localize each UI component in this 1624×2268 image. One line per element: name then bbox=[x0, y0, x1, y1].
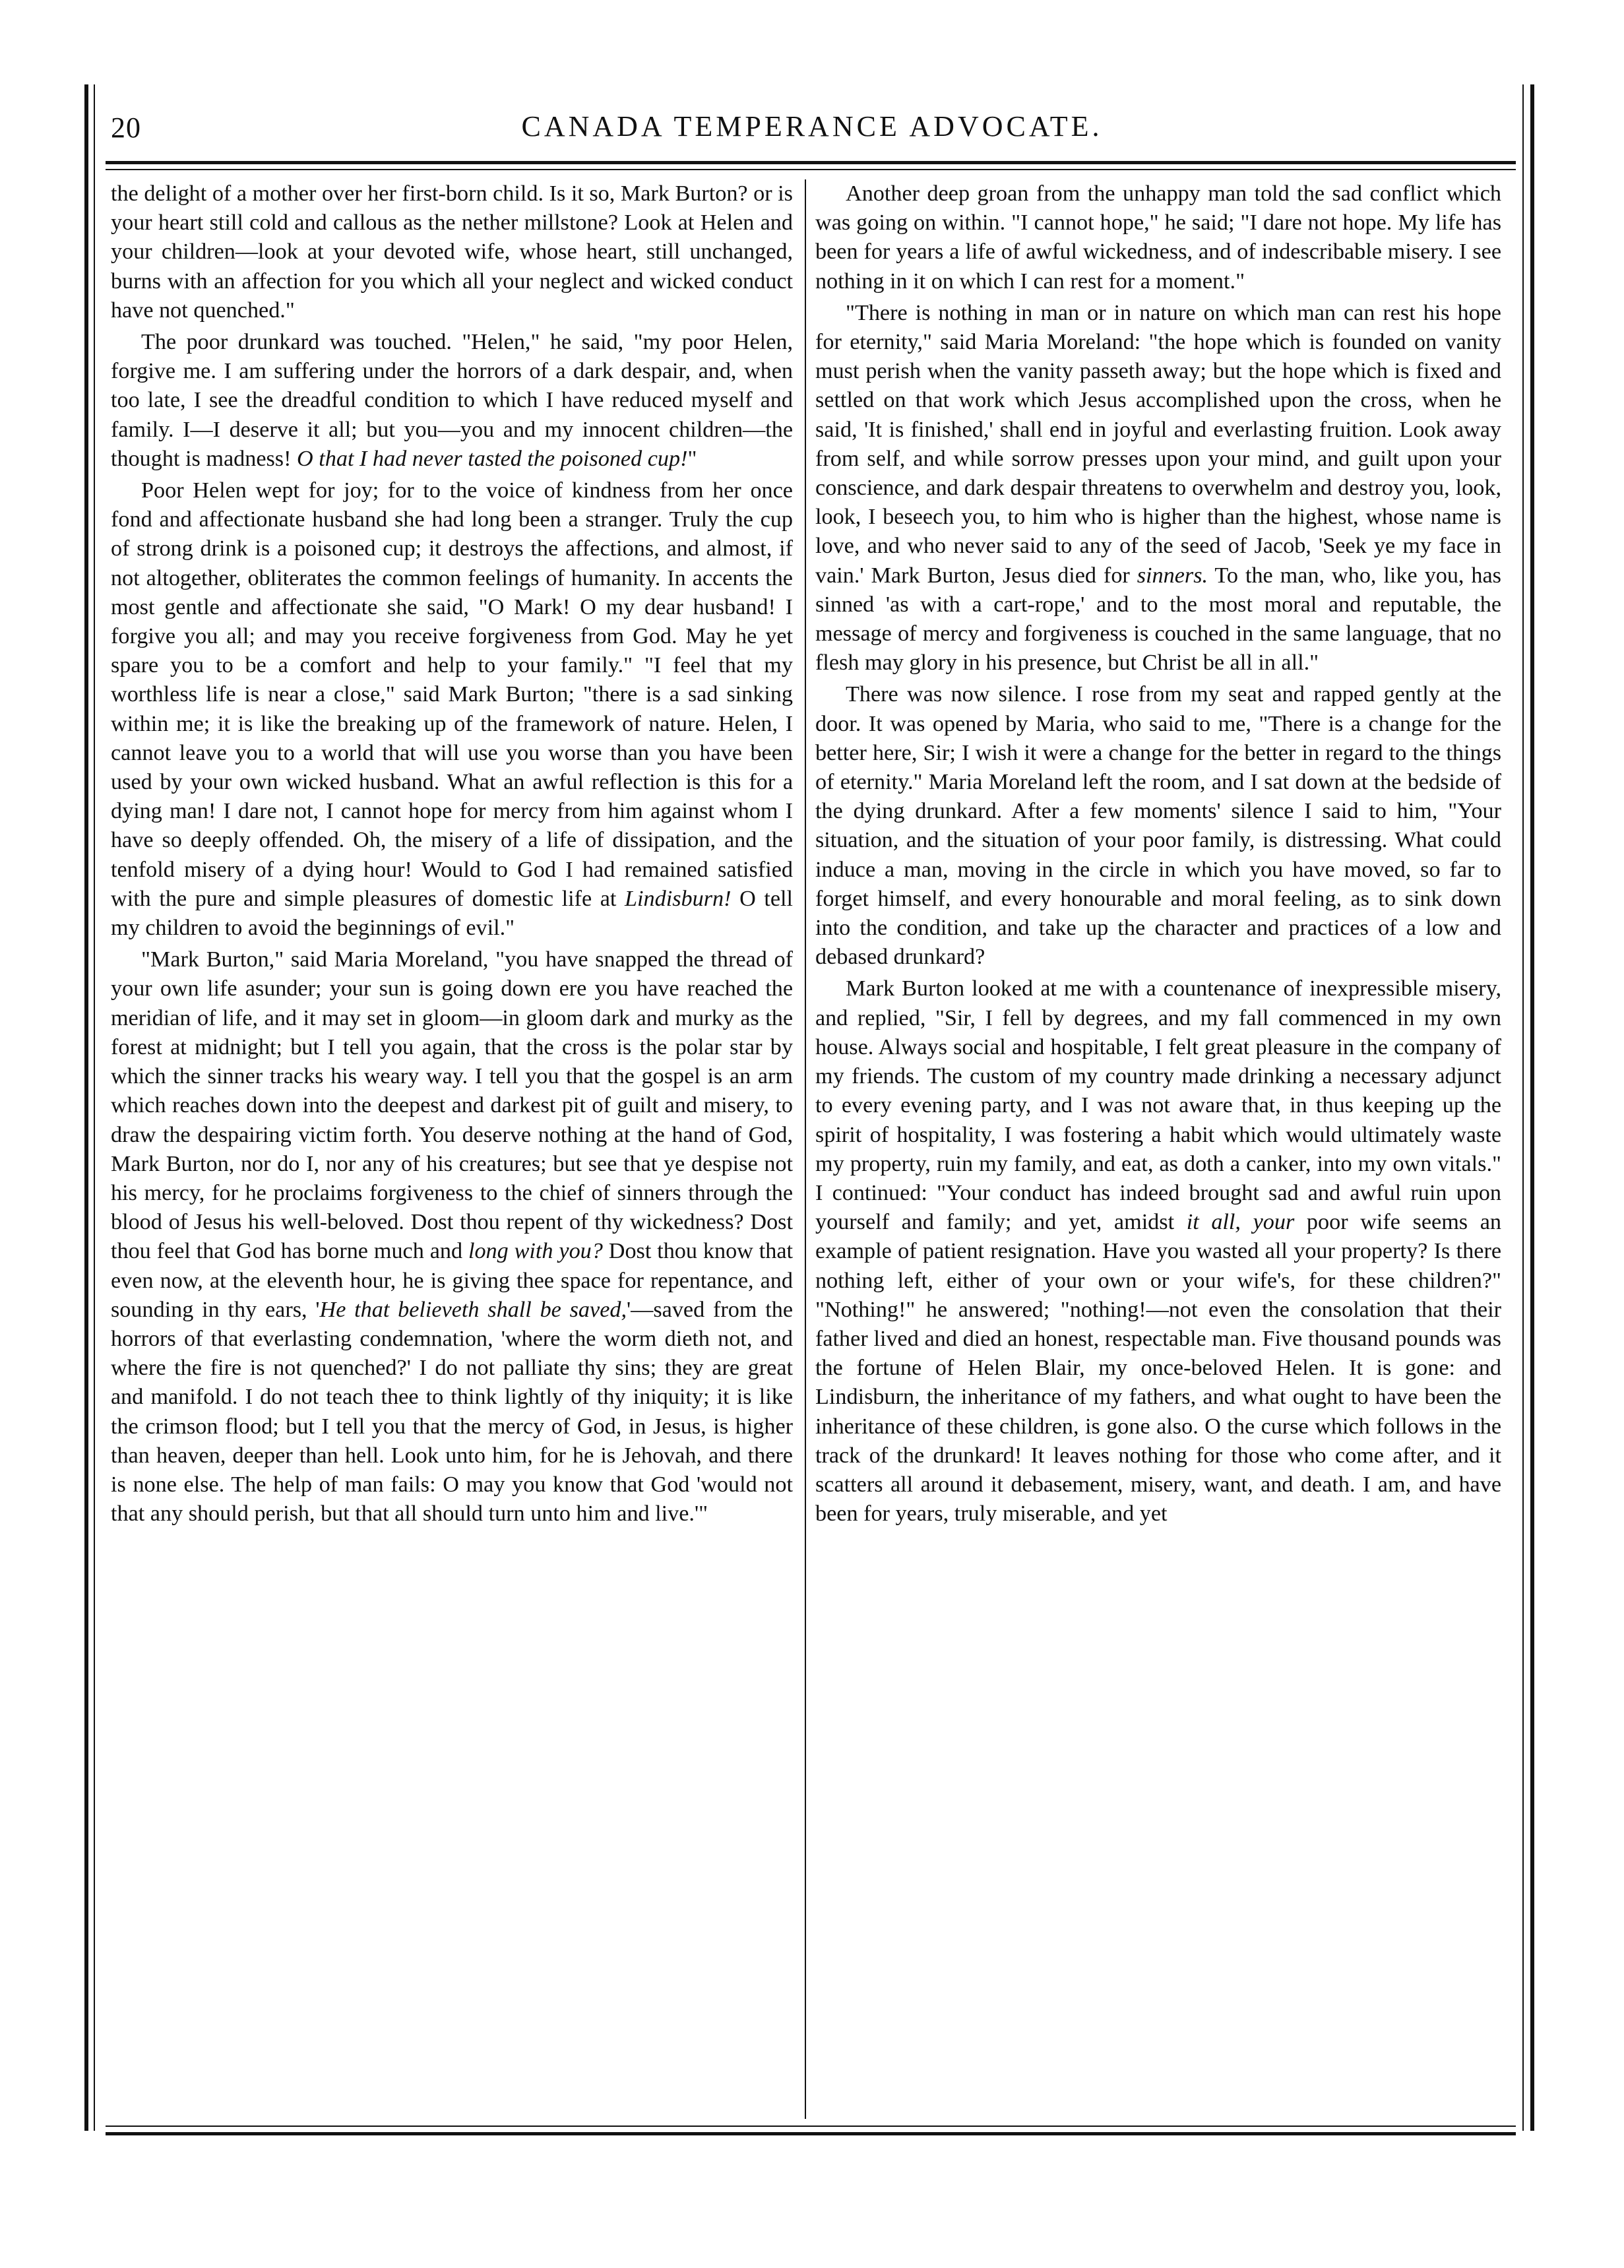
italic-phrase: O that I had never tasted the poisoned cup! bbox=[297, 446, 688, 471]
left-paragraph-4: "Mark Burton," said Maria Moreland, "you have snapped the thread of your own life asunder; your sun is going down ere you have reached the meridian of life, and it may set in gloom—in gloom dark and murky as the forest at midnight; but I tell you again, that the cross is the polar star by which the sinner tracks his weary way. I tell you that the gospel is an arm which reaches down into the deepest and darkest pit of guilt and misery, to draw the despairing victim forth. You deserve nothing at the hand of God, Mark Burton, nor do I, nor any of his creatures; but see that ye despise not his mercy, for he proclaims forgiveness to the chief of sinners through the blood of Jesus his well-beloved. Dost thou repent of thy wickedness? Dost thou feel that God has borne much and long with you? Dost thou know that even now, at the eleventh hour, he is giving thee space for repentance, and sounding in thy ears, 'He that believeth shall be saved,'—saved from the horrors of that everlasting condemnation, 'where the worm dieth not, and where the fire is not quenched?' I do not palliate thy sins; they are great and manifold. I do not teach thee to think lightly of thy iniquity; it is like the crimson flood; but I tell you that the mercy of God, in Jesus, is higher than heaven, deeper than hell. Look unto him, for he is Jehovah, and there is none else. The help of man fails: O may you know that God 'would not that any should perish, but that all should turn unto him and live.'" bbox=[111, 947, 793, 1527]
page-number: 20 bbox=[111, 111, 141, 144]
frame-left-rule-inner bbox=[94, 84, 95, 2131]
footer-rule-thick bbox=[106, 2132, 1516, 2135]
left-paragraph-3: Poor Helen wept for joy; for to the voice of kindness from her once fond and affectionate husband she had long been a stranger. Truly the cup of strong drink is a poisoned cup; it destroys the affections, and almost, if not altogether, obliterates the common feelings of humanity. In accents the most gentle and affectionate she said, "O Mark! O my dear husband! I forgive you all; and may you receive forgiveness from God. May he yet spare you to be a comfort and help to your family." "I feel that my worthless life is near a close," said Mark Burton; "there is a sad sinking within me; it is like the breaking up of the framework of nature. Helen, I cannot leave you to a world that will use you worse than you have been used by your own wicked husband. What an awful reflection is this for a dying man! I dare not, I cannot hope for mercy from him against whom I have so deeply offended. Oh, the misery of a life of dissipation, and the tenfold misery of a dying hour! Would to God I had remained satisfied with the pure and simple pleasures of domestic life at Lindisburn! O tell my children to avoid the beginnings of evil." bbox=[111, 478, 794, 941]
header-rule-thin bbox=[106, 169, 1516, 170]
italic-phrase: long with you? bbox=[468, 1239, 603, 1264]
frame-right-rule-inner bbox=[1522, 84, 1524, 2131]
italic-quotation: He that believeth shall be saved, bbox=[319, 1297, 627, 1322]
left-column bbox=[111, 179, 793, 1528]
header-rule-thick bbox=[106, 161, 1516, 164]
italic-place-name: Lindisburn! bbox=[625, 886, 732, 911]
left-paragraph-1: the delight of a mother over her first-born child. Is it so, Mark Burton? or is your heart still cold and callous as the nether millstone? Look at Helen and your children—look at your devoted wife, whose heart, still unchanged, burns with an affection for you which all your neglect and wicked conduct have not quenched." bbox=[111, 181, 793, 323]
right-paragraph-2: "There is nothing in man or in nature on which man can rest his hope for eternity," said Maria Moreland: "the hope which is founded on vanity must perish when the vanity passeth away; but the hope which is fixed and settled on that work which Jesus accomplished upon the cross, when he said, 'It is finished,' shall end in joyful and everlasting fruition. Look away from self, and while sorrow presses upon your mind, and guilt upon your conscience, and dark despair threatens to overwhelm and destroy you, look, look, I beseech you, to him who is higher than the highest, whose name is love, and who never said to any of the seed of Jacob, 'Seek ye my face in vain.' Mark Burton, Jesus died for sinners. To the man, who, like you, has sinned 'as with a cart-rope,' and to the most moral and reputable, the message of mercy and forgiveness is couched in the same language, that no flesh may glory in his presence, but Christ be all in all." bbox=[815, 300, 1501, 676]
column-divider bbox=[805, 179, 806, 2119]
frame-right-rule-outer bbox=[1530, 84, 1534, 2131]
right-column bbox=[815, 179, 1501, 1528]
right-paragraph-4: Mark Burton looked at me with a countenance of inexpressible misery, and replied, "Sir, I fell by degrees, and my fall commenced in my own house. Always social and hospitable, I felt great pleasure in the company of my friends. The custom of my country made drinking a necessary adjunct to every evening party, and I was not aware that, in thus keeping up the spirit of hospitality, I was fostering a habit which would ultimately waste my property, ruin my family, and eat, as doth a canker, into my own vitals." I continued: "Your conduct has indeed brought sad and awful ruin upon yourself and family; and yet, amidst it all, your poor wife seems an example of patient resignation. Have you wasted all your property? Is there nothing left, either of your own or your wife's, for these children?" "Nothing!" he answered; "nothing!—not even the consolation that their father lived and died an honest, respectable man. Five thousand pounds was the fortune of Helen Blair, my once-beloved Helen. It is gone: and Lindisburn, the inheritance of my fathers, and what ought to have been the inheritance of these children, is gone also. O the curse which follows in the track of the drunkard! It leaves nothing for those who come after, and it scatters all around it debasement, misery, want, and death. I am, and have been for years, truly miserable, and yet bbox=[815, 976, 1502, 1527]
footer-rule-thin bbox=[106, 2126, 1516, 2127]
right-paragraph-1: Another deep groan from the unhappy man told the sad conflict which was going on within. "I cannot hope," he said; "I dare not hope. My life has been for years a life of awful wickedness, and of indescribable misery. I see nothing in it on which I can rest for a moment." bbox=[815, 181, 1501, 294]
frame-left-rule-outer bbox=[84, 84, 88, 2131]
italic-phrase: it all, your bbox=[1186, 1210, 1295, 1235]
italic-word: sinners. bbox=[1137, 563, 1208, 588]
left-paragraph-2: The poor drunkard was touched. "Helen," he said, "my poor Helen, forgive me. I am suffering under the horrors of a dark despair, and, when too late, I see the dreadful condition to which I have reduced myself and family. I—I deserve it all; but you—you and my innocent children—the thought is madness! O that I had never tasted the poisoned cup!" bbox=[111, 330, 793, 471]
running-head: CANADA TEMPERANCE ADVOCATE. bbox=[521, 110, 1103, 142]
right-paragraph-3: There was now silence. I rose from my seat and rapped gently at the door. It was opened by Maria, who said to me, "There is a change for the better here, Sir; I wish it were a change for the better in regard to the things of eternity." Maria Moreland left the room, and I sat down at the bedside of the dying drunkard. After a few moments' silence I said to him, "Your situation, and the situation of your poor family, is distressing. What could induce a man, moving in the circle in which you have moved, so far to forget himself, and every honourable and moral feeling, as to sink down into the condition, and take up the character and practices of a low and debased drunkard? bbox=[815, 682, 1501, 970]
